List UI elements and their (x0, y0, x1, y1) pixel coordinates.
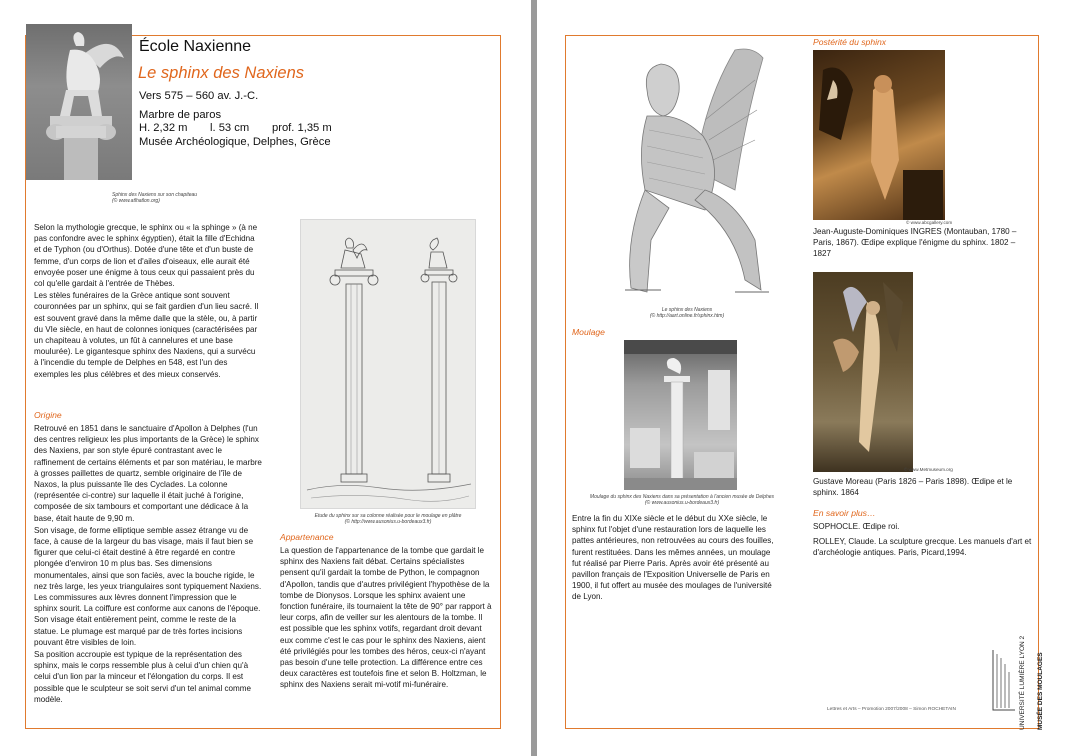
appartenance-text: La question de l'appartenance de la tombe que gardait le sphinx des Naxiens fait débat. Certains spécialistes pensent qu'il gardait la tombe de Python, le compagnon d'Apollon, tandis que d'autres privilégient l'hypothèse de la tombe de Dionysos. Lorsque les sphinx avaient une fonction funéraire, ils tournaient la tête de 90° par rapport à leur corps, afin de veiller sur les alentours de la tombe. Il est possible que les sphinx votifs, regardant droit devant eux comme c'est le cas pour le sphinx des Naxiens, aient été privilégiés pour les tombes des héros, ceux-ci n'ayant pas besoin d'une telle protection. La différence entre ces deux caractères est toutefois fine et selon B. Holtzman, le sphinx des Naxiens serait mi-votif mi-funéraire. (280, 546, 492, 690)
origine-paragraph: Sa position accroupie est typique de la représentation des sphinx, mais le corps ressemble plus à celui d'un chien qu'à celui d'un lion par la minceur et l'élongation du corps. Il est possible que le sculpteur se soit servi d'un tel animal comme modèle. (34, 650, 252, 704)
intro-paragraph: Selon la mythologie grecque, le sphinx ou « la sphinge » (à ne pas confondre avec le sphinx égyptien), était la fille d'Echidna et de Typhon (ou d'Orthus). Dotée d'une tête et d'un buste de femme, d'un corps de lion et d'ailes d'oiseaux, elle aurait été envoyée poser une énigme à tous ceux qui passaient près du col qu'elle gardait à l'entrée de Thèbes. (34, 223, 258, 289)
footer-credit: Lettres et Arts – Promotion 2007/2008 – Simon ROCHETAIN (827, 707, 956, 712)
ingres-painting (813, 50, 945, 220)
columns-caption: Etude du sphinx sur sa colonne réalisée pour le moulage en plâtre (© http://www.ausonius.u-bordeaux3.fr) (314, 513, 462, 525)
artwork-date: Vers 575 – 560 av. J.-C. (139, 90, 259, 102)
intro-paragraph: Les stèles funéraires de la Grèce antique sont souvent couronnées par un sphinx, qui se fait gardien d'un lieu sacré. Il est souvent gravé dans la même dalle que la stèle, ou, à partir du VIe siècle, en haut de colonnes ioniques (caractérisées par un chapiteau à volutes, un fût à cannelures et une base moulurée). Le gigantesque sphinx des Naxiens, qui a survécu à l'incendie du temple de Delphes en 548, est l'un des exemples les plus célèbres et des mieux conservés. (34, 291, 259, 379)
logo-university-text: UNIVERSITÉ LUMIÈRE LYON 2 (1019, 635, 1026, 730)
moreau-credit: © www.Metmuseum.org (904, 467, 953, 472)
logo-musee-text: MUSÉE DES MOULAGES (1037, 652, 1044, 730)
school-title: École Naxienne (139, 38, 252, 55)
artwork-material: Marbre de paros (139, 109, 222, 121)
sphinx-main-caption: Le sphinx des Naxiens (© http://aart.online.fr/sphinx.htm) (649, 307, 725, 319)
ingres-credit: © www.abcgallery.com (906, 220, 953, 225)
moulage-header: Moulage (572, 327, 605, 337)
moulage-text: Entre la fin du XIXe siècle et le début du XXe siècle, le sphinx fut l'objet d'une restauration lors de laquelle les pattes antérieures, non retrouvées au cours des fouilles, furent restituées. Dans les mêmes années, un moulage fut réalisé par Pierre Paris. Après avoir été présenté au pavillon français de l'Exposition Universelle de Paris en 1900, il fut offert au musée des moulages de l'université de Lyon. (572, 514, 774, 602)
sphinx-main-photo (585, 40, 775, 305)
thumbnail-caption: Sphinx des Naxiens sur son chapiteau (© www.atlhatlon.org) (112, 192, 198, 204)
artwork-museum: Musée Archéologique, Delphes, Grèce (139, 136, 331, 148)
origine-header: Origine (34, 410, 62, 420)
origine-paragraph: Retrouvé en 1851 dans le sanctuaire d'Apollon à Delphes (l'un des centres religieux les plus importants de la Grèce) le sphinx des Naxiens, par son style épuré contrastant avec le raffinement de certains éléments et par son matériau, le marbre à grosses paillettes de quartz, semble originaire de l'île de Naxos, la plus puissante île des Cyclades. La colonne (représentée ci-contre) sur laquelle il était juché à l'origine, composée de six tambours et comportant une dédicace à la base, était haute de 9,90 m. (34, 424, 262, 523)
artwork-dim-l: l. 53 cm (210, 122, 250, 134)
reference-item: SOPHOCLE. Œdipe roi. (813, 522, 900, 531)
moulage-photo (624, 340, 737, 490)
columns-study-drawing (300, 219, 476, 509)
references (813, 521, 1035, 560)
artwork-dim-prof: prof. 1,35 m (272, 122, 332, 134)
posterite-header: Postérité du sphinx (813, 37, 887, 47)
university-logo (989, 635, 1067, 736)
origine-text (34, 423, 262, 706)
moulage-caption: Moulage du sphinx des Naxiens dans sa présentation à l'ancien musée de Delphes (© www.ausonius.u-bordeaux3.fr) (589, 494, 775, 506)
savoir-header: En savoir plus… (813, 508, 876, 518)
reference-item: ROLLEY, Claude. La sculpture grecque. Les manuels d'art et d'archéologie antiques. Paris, Picard,1994. (813, 537, 1032, 558)
intro-text (34, 222, 262, 381)
sphinx-thumbnail-photo (26, 24, 132, 180)
appartenance-header: Appartenance (280, 532, 334, 542)
left-page (0, 0, 531, 756)
artwork-dim-h: H. 2,32 m (139, 122, 188, 134)
ingres-caption: Jean-Auguste-Dominiques INGRES (Montauban, 1780 – Paris, 1867). Œdipe explique l'énigme du sphinx. 1802 – 1827 (813, 227, 1017, 259)
right-page (537, 0, 1070, 756)
moreau-caption: Gustave Moreau (Paris 1826 – Paris 1898). Œdipe et le sphinx. 1864 (813, 477, 1013, 498)
logo-graphic (989, 640, 1067, 736)
origine-paragraph: Son visage, de forme elliptique semble assez étrange vu de face, à cause de la largeur du bas visage, mais il faut bien se figurer que celui-ci était destiné à être regardé en contre plongée d'environ 10 m plus bas. Ses dimensions monumentales, ainsi que son faciès, avec la bouche rigide, le nez très large, les yeux triangulaires sont typiquement Naxiens. Les commissures aux lèvres donnent l'impression que le sphinx sourit. La coiffure est conforme aux canons de l'époque. Son visage était entièrement peint, comme le reste de la statue. Le plumage est marqué par de très fortes incisions pouvant être visibles de loin. (34, 525, 262, 647)
artwork-title: Le sphinx des Naxiens (138, 64, 305, 82)
moreau-painting (813, 272, 913, 472)
